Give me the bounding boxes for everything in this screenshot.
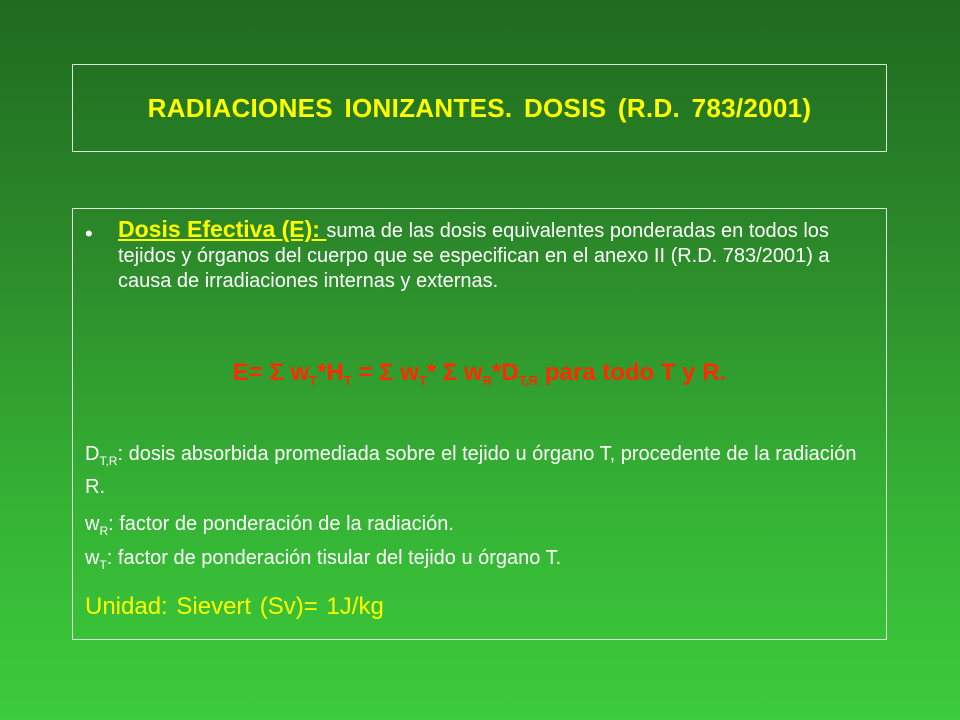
definition-text: : dosis absorbida promediada sobre el tejido u órgano T, procedente de la radiación R. [85, 443, 857, 498]
formula-part: * Σ w [426, 359, 483, 386]
definition-dtr [85, 441, 875, 500]
definition-symbol: D [85, 443, 100, 465]
formula [73, 359, 886, 388]
definition-wr [85, 511, 875, 544]
definition-subscript: T,R [99, 454, 118, 468]
bullet-item [85, 217, 875, 294]
definition-symbol: w [85, 547, 100, 569]
content-box [72, 208, 887, 640]
formula-subscript: T,R [518, 373, 539, 388]
definition-subscript: R [99, 524, 109, 538]
formula-subscript: T [418, 373, 427, 388]
definition-subscript: T [99, 558, 107, 572]
definition-text: : factor de ponderación de la radiación. [108, 513, 454, 535]
definition-text: : factor de ponderación tisular del tejido u órgano T. [106, 547, 562, 569]
definition-wt [85, 545, 875, 578]
bullet-body [118, 217, 875, 294]
term-dosis-efectiva: Dosis Efectiva (E): [118, 216, 327, 242]
definition-symbol: w [85, 513, 100, 535]
formula-part: = Σ w [351, 359, 419, 386]
bullet-marker: • [85, 221, 93, 246]
term-definition: suma de las dosis equivalentes ponderadas en todos los tejidos y órganos del cuerpo que se especifican en el anexo II (R.D. 783/2001) a causa de irradiaciones internas y externas. [118, 220, 830, 292]
formula-subscript: R [482, 373, 492, 388]
formula-part: E= Σ w [232, 359, 310, 386]
formula-subscript: T [309, 373, 318, 388]
unit-line: Unidad: Sievert (Sv)= 1J/kg [85, 593, 384, 620]
title-box [72, 64, 887, 152]
slide-title: RADIACIONES IONIZANTES. DOSIS (R.D. 783/2001) [147, 92, 812, 123]
formula-part: *D [492, 359, 519, 386]
formula-part: *H [317, 359, 344, 386]
formula-subscript: T [343, 373, 352, 388]
formula-part: para todo T y R. [538, 359, 727, 386]
